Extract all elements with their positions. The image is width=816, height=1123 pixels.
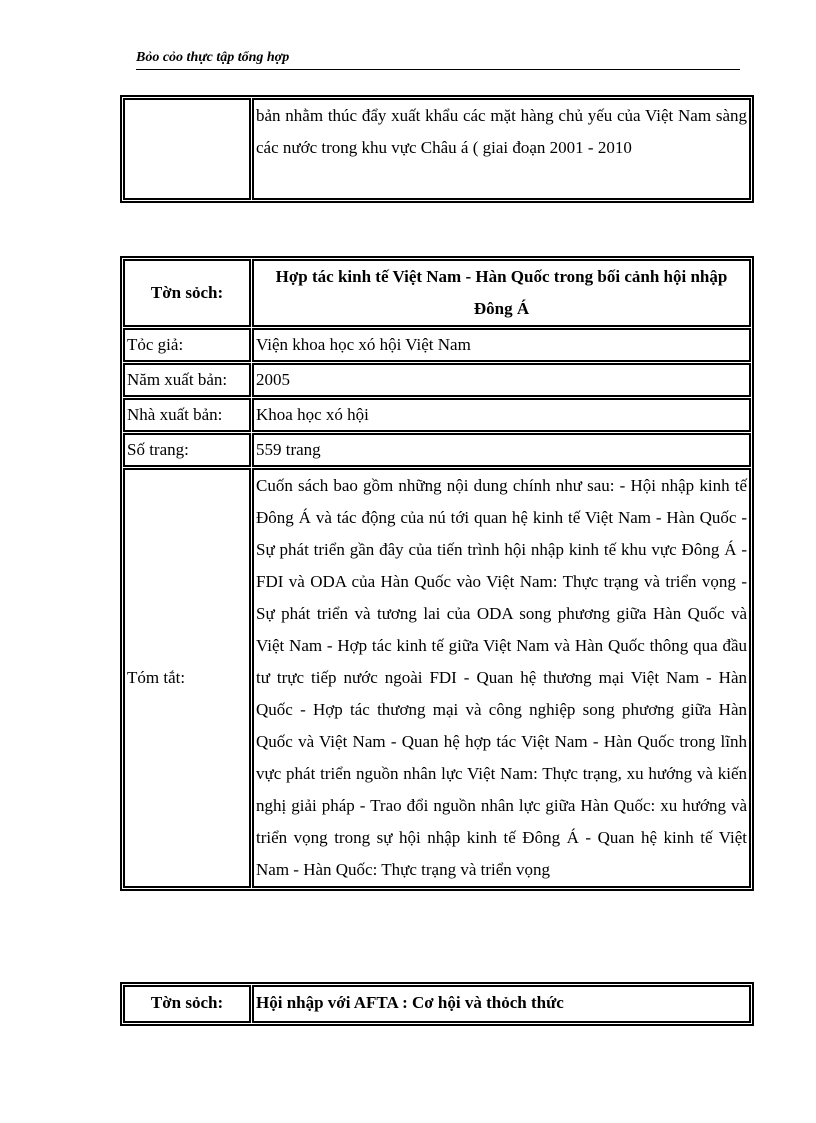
book-title: Hợp tác kinh tế Việt Nam - Hàn Quốc trong bối cảnh hội nhập Đông Á xyxy=(252,259,751,327)
book-title-label: Tờn sỏch: xyxy=(123,259,251,327)
year-label: Năm xuất bản: xyxy=(123,363,251,397)
continued-text-cell: bản nhằm thúc đẩy xuất khẩu các mặt hàng chủ yếu của Việt Nam sàng các nước trong khu vực Châu á ( giai đoạn 2001 - 2010 xyxy=(252,98,751,200)
pages-value: 559 trang xyxy=(252,433,751,467)
year-value: 2005 xyxy=(252,363,751,397)
book-table-afta xyxy=(120,982,754,1026)
page-header: Bỏo cỏo thực tập tổng hợp xyxy=(136,50,740,70)
pages-label: Số trang: xyxy=(123,433,251,467)
book-title: Hội nhập với AFTA : Cơ hội và thỏch thức xyxy=(252,985,751,1023)
publisher-value: Khoa học xó hội xyxy=(252,398,751,432)
summary-label: Tóm tắt: xyxy=(123,468,251,888)
author-label: Tỏc giả: xyxy=(123,328,251,362)
empty-label-cell xyxy=(123,98,251,200)
publisher-label: Nhà xuất bản: xyxy=(123,398,251,432)
summary-text: Cuốn sách bao gồm những nội dung chính như sau: - Hội nhập kinh tế Đông Á và tác động của nú tới quan hệ kinh tế Việt Nam - Hàn Quốc - Sự phát triển gần đây của tiến trình hội nhập kinh tế khu vực Đông Á - FDI và ODA của Hàn Quốc vào Việt Nam: Thực trạng và triển vọng - Sự phát triển và tương lai của ODA song phương giữa Hàn Quốc và Việt Nam - Hợp tác kinh tế giữa Việt Nam và Hàn Quốc thông qua đầu tư trực tiếp nước ngoài FDI - Quan hệ thương mại Việt Nam - Hàn Quốc - Hợp tác thương mại và công nghiệp song phương giữa Hàn Quốc và Việt Nam - Quan hệ hợp tác Việt Nam - Hàn Quốc trong lĩnh vực phát triển nguồn nhân lực Việt Nam: Thực trạng, xu hướng và kiến nghị giải pháp - Trao đổi nguồn nhân lực giữa Hàn Quốc: xu hướng và triển vọng trong sự hội nhập kinh tế Đông Á - Quan hệ kinh tế Việt Nam - Hàn Quốc: Thực trạng và triển vọng xyxy=(252,468,751,888)
book-title-label: Tờn sỏch: xyxy=(123,985,251,1023)
author-value: Viện khoa học xó hội Việt Nam xyxy=(252,328,751,362)
book-table-continued xyxy=(120,95,754,203)
book-table-korea xyxy=(120,256,754,891)
